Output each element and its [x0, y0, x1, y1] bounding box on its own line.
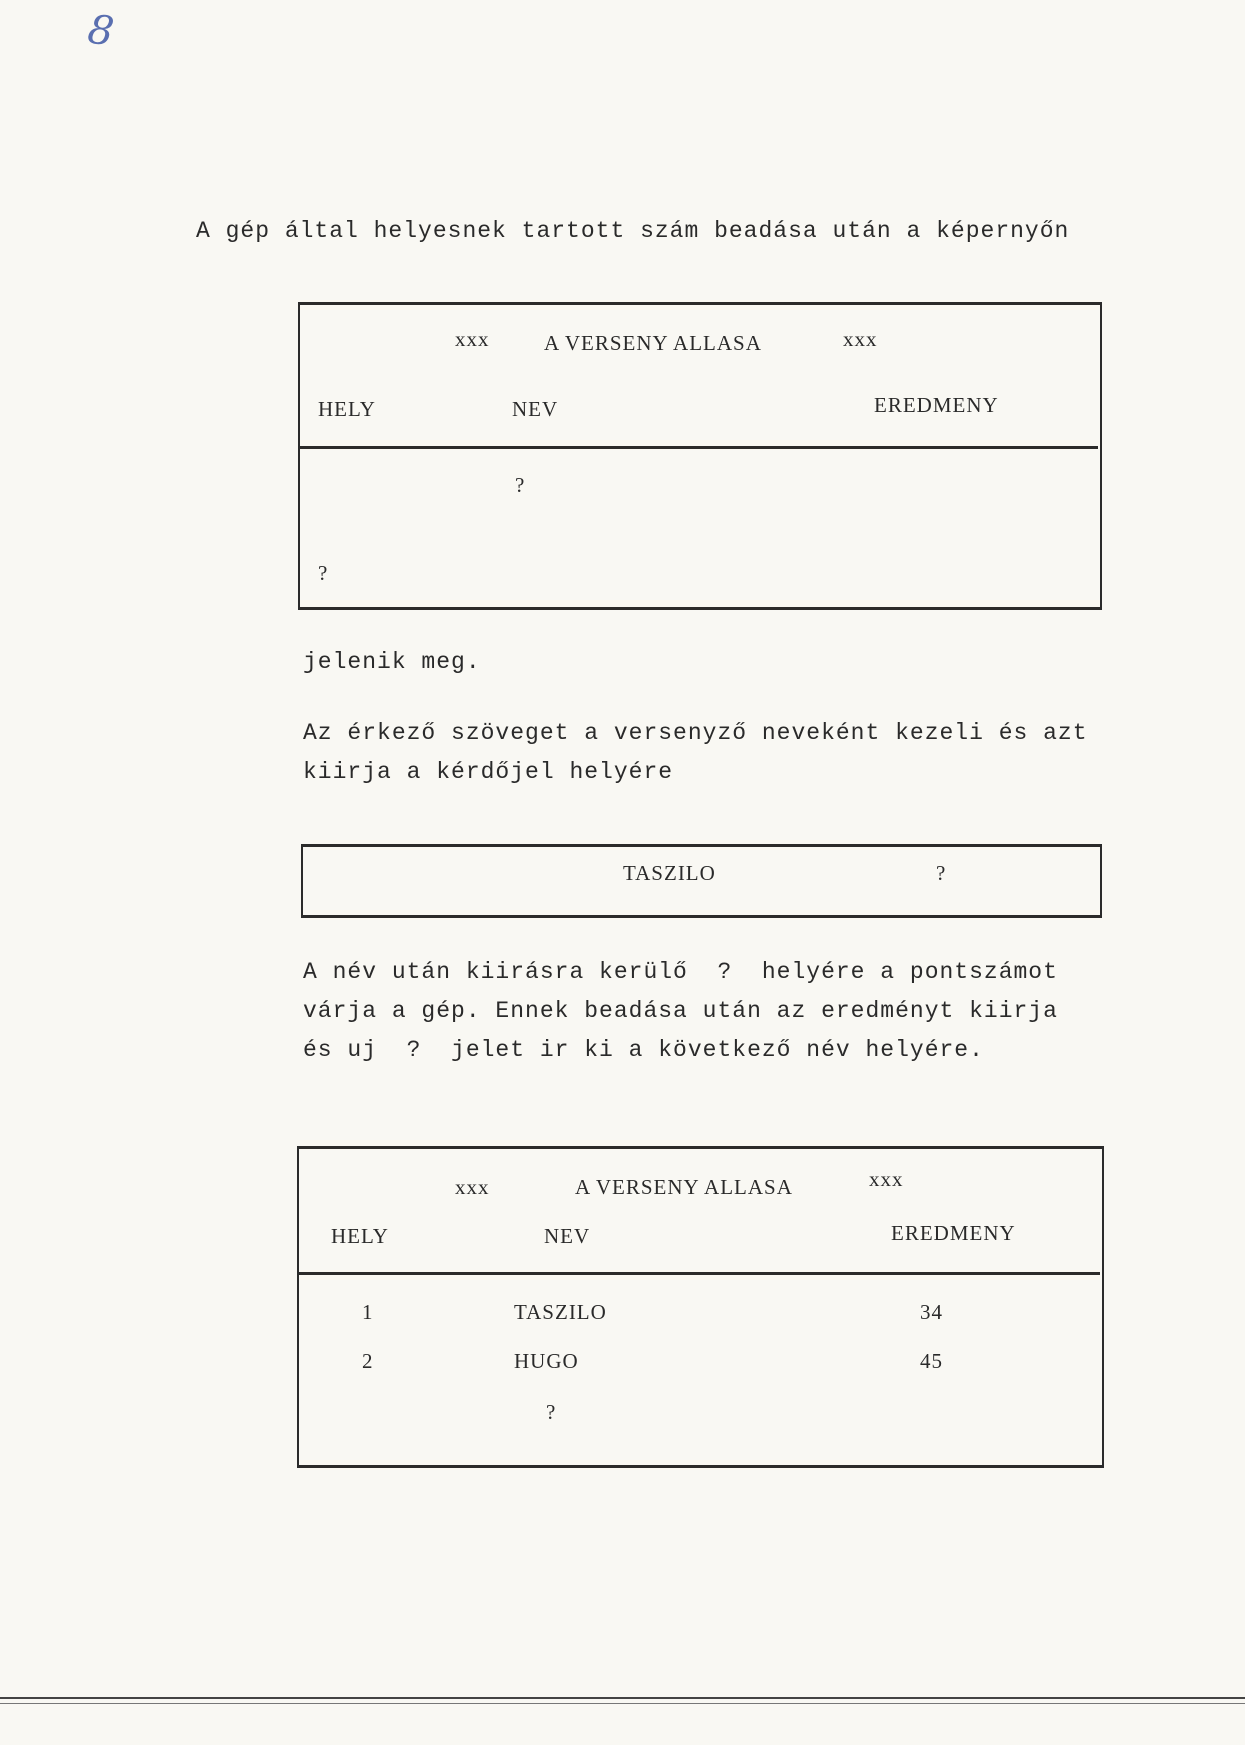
row-name: TASZILO	[514, 1300, 607, 1324]
intro-line: A gép által helyesnek tartott szám beadása után a képernyőn	[196, 218, 1070, 244]
title-marker-left: xxx	[455, 327, 490, 351]
col-result-header: EREDMENY	[874, 393, 999, 417]
paragraph-3-line-3: és uj ? jelet ir ki a következő név helyére.	[303, 1037, 984, 1063]
title-marker-right: xxx	[869, 1167, 904, 1191]
footer-rule	[0, 1697, 1245, 1699]
header-divider	[299, 1272, 1100, 1275]
col-name-header: NEV	[512, 397, 559, 421]
title-marker-left: xxx	[455, 1175, 490, 1199]
page-number: 8	[84, 6, 117, 56]
paragraph-3-line-2: várja a gép. Ennek beadása után az eredményt kiirja	[303, 998, 1058, 1024]
name-prompt: ?	[546, 1400, 557, 1424]
place-prompt: ?	[318, 561, 329, 585]
entered-name: TASZILO	[623, 861, 716, 885]
col-result-header: EREDMENY	[891, 1221, 1016, 1245]
row-place: 1	[362, 1300, 374, 1324]
row-result: 45	[920, 1349, 943, 1373]
paragraph-3-line-1: A név után kiirásra kerülő ? helyére a pontszámot	[303, 959, 1058, 985]
screen-title: A VERSENY ALLASA	[544, 331, 762, 355]
col-place-header: HELY	[318, 397, 376, 421]
header-divider	[300, 446, 1098, 449]
footer-rule-thin	[0, 1703, 1245, 1704]
col-name-header: NEV	[544, 1224, 591, 1248]
title-marker-right: xxx	[843, 327, 878, 351]
screen-title: A VERSENY ALLASA	[575, 1175, 793, 1199]
paragraph-2-line-2: kiirja a kérdőjel helyére	[303, 759, 674, 785]
score-prompt: ?	[936, 861, 947, 885]
row-name: HUGO	[514, 1349, 579, 1373]
row-place: 2	[362, 1349, 374, 1373]
name-prompt: ?	[515, 473, 526, 497]
after-screen-text: jelenik meg.	[303, 649, 481, 675]
row-result: 34	[920, 1300, 943, 1324]
col-place-header: HELY	[331, 1224, 389, 1248]
paragraph-2-line-1: Az érkező szöveget a versenyző neveként kezeli és azt	[303, 720, 1088, 746]
